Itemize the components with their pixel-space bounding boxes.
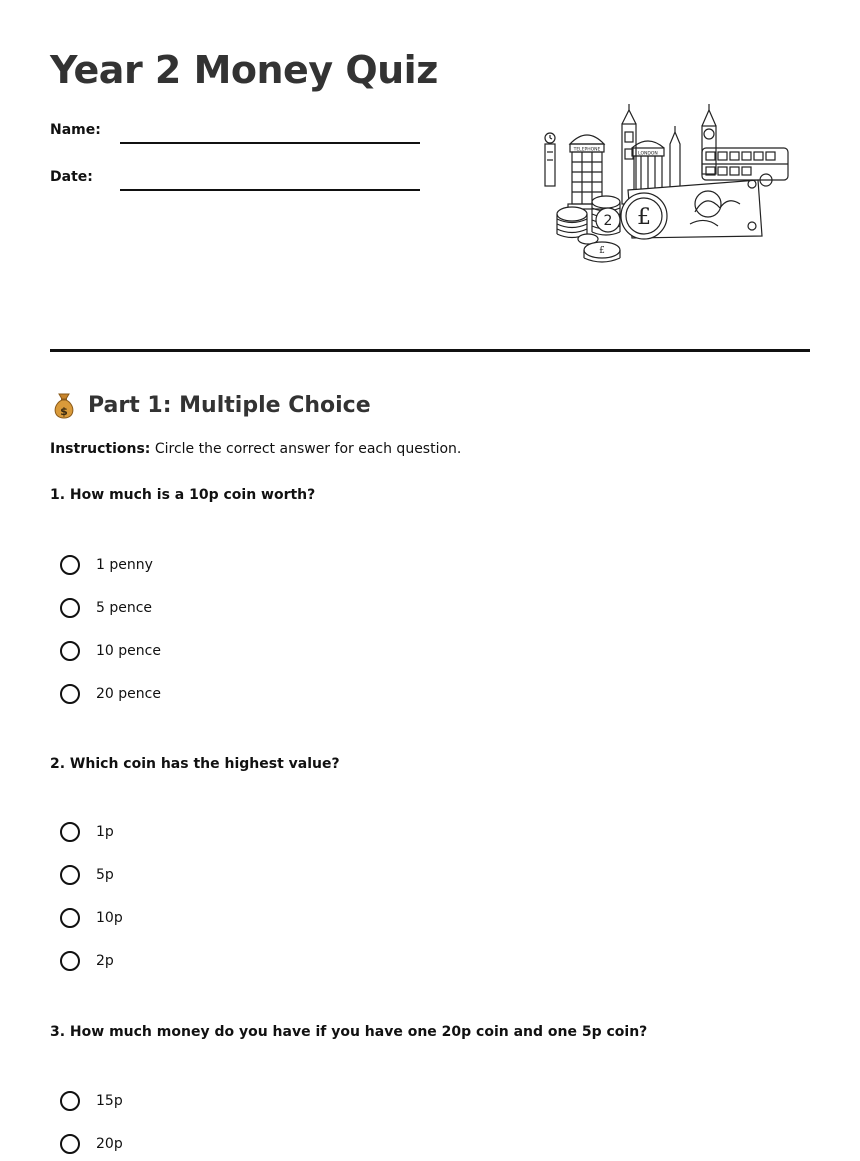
option-q1-b[interactable] [60,596,152,620]
option-label: 2p [96,953,114,969]
money-bag-icon [50,390,78,420]
option-circle[interactable] [60,908,80,928]
option-q3-b[interactable] [60,1132,123,1156]
option-circle[interactable] [60,598,80,618]
london-money-illustration [540,104,792,266]
option-label: 1 penny [96,557,153,573]
option-circle[interactable] [60,641,80,661]
option-circle[interactable] [60,555,80,575]
question-2: 2. Which coin has the highest value? [50,756,340,772]
part1-heading [50,390,371,420]
pound-coin-icon [621,193,667,239]
question-1: 1. How much is a 10p coin worth? [50,487,316,503]
svg-text:$: $ [60,405,68,418]
instructions-label: Instructions: [50,441,151,457]
svg-text:£: £ [599,246,605,256]
option-circle[interactable] [60,1134,80,1154]
option-q2-a[interactable] [60,820,114,844]
option-label: 5p [96,867,114,883]
bank-sign: LONDON [638,151,658,157]
coin-stack-icon [557,207,587,238]
date-line[interactable] [120,189,420,191]
date-label: Date: [50,169,93,185]
clock-post-icon [545,133,555,186]
option-circle[interactable] [60,1091,80,1111]
small-coin-icon [578,234,620,262]
option-q3-a[interactable] [60,1089,123,1113]
two-pound-coin-icon [596,208,620,232]
svg-text:£: £ [637,205,651,230]
option-circle[interactable] [60,865,80,885]
option-q1-d[interactable] [60,682,161,706]
option-label: 5 pence [96,600,153,616]
option-circle[interactable] [60,684,80,704]
section-divider [50,349,810,352]
double-decker-bus-icon [702,148,788,186]
instructions [50,441,461,457]
option-label: 15p [96,1093,123,1109]
svg-text:2: 2 [603,213,613,229]
question-3: 3. How much money do you have if you have one 20p coin and one 5p coin? [50,1024,648,1040]
option-q2-c[interactable] [60,906,123,930]
name-line[interactable] [120,142,420,144]
option-circle[interactable] [60,951,80,971]
spire-icon [670,126,680,194]
option-label: 1p [96,824,114,840]
name-label: Name: [50,122,101,138]
option-q1-a[interactable] [60,553,153,577]
quiz-title: Year 2 Money Quiz [50,48,438,92]
option-q1-c[interactable] [60,639,161,663]
option-circle[interactable] [60,822,80,842]
booth-sign: TELEPHONE [573,147,601,153]
instructions-text: Circle the correct answer for each question. [150,441,462,457]
part1-title: Part 1: Multiple Choice [88,392,371,418]
option-label: 20 pence [96,686,161,702]
option-q2-d[interactable] [60,949,114,973]
option-q2-b[interactable] [60,863,114,887]
option-label: 10 pence [96,643,161,659]
option-label: 10p [96,910,123,926]
option-label: 20p [96,1136,123,1152]
